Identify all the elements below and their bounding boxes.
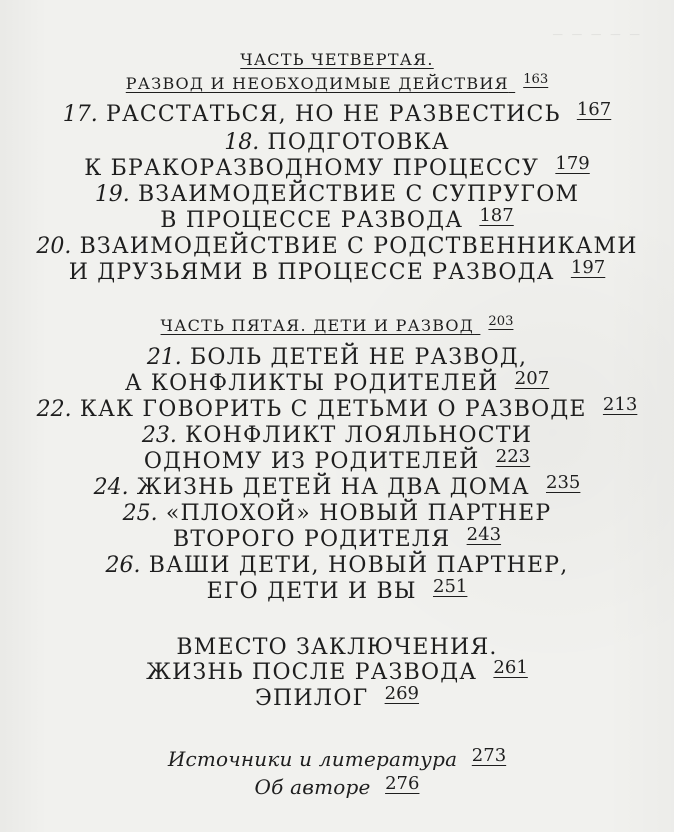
- page-number: 276: [385, 773, 420, 794]
- page-number: 163: [523, 72, 549, 87]
- chapter-18-line-two: К БРАКОРАЗВОДНОМУ ПРОЦЕССУ 179: [84, 153, 590, 181]
- chapter-19-line-two: В ПРОЦЕССЕ РАЗВОДА 187: [160, 205, 514, 233]
- page-number: 261: [493, 657, 528, 678]
- chapter-25-line-one: 25. «ПЛОХОЙ» НОВЫЙ ПАРТНЕР: [122, 501, 552, 526]
- chapter-26-line-two: ЕГО ДЕТИ И ВЫ 251: [206, 576, 468, 604]
- page-number: 223: [495, 446, 531, 467]
- page-number: 235: [545, 472, 581, 493]
- chapter-17: 17. РАССТАТЬСЯ, НО НЕ РАЗВЕСТИСЬ 167: [62, 99, 612, 127]
- page-number: 179: [555, 153, 590, 174]
- page-number: 187: [479, 205, 514, 226]
- chapter-22: 22. КАК ГОВОРИТЬ С ДЕТЬМИ О РАЗВОДЕ 213: [36, 394, 638, 422]
- page-number: 207: [514, 368, 550, 389]
- page-number: 203: [488, 314, 514, 329]
- page-number: 243: [466, 524, 502, 545]
- chapter-25-line-two: ВТОРОГО РОДИТЕЛЯ 243: [172, 524, 502, 552]
- faint-show-through-text: — — — — —: [551, 24, 642, 43]
- page-number: 197: [570, 257, 606, 278]
- chapter-21-line-one: 21. БОЛЬ ДЕТЕЙ НЕ РАЗВОД,: [146, 345, 528, 370]
- page-number: 269: [384, 683, 420, 704]
- page-number: 213: [602, 394, 638, 415]
- closing-line-two: ЖИЗНЬ ПОСЛЕ РАЗВОДА 261: [146, 657, 528, 685]
- chapter-19-line-one: 19. ВЗАИМОДЕЙСТВИЕ С СУПРУГОМ: [94, 182, 580, 207]
- sources-line: Источники и литература 273: [167, 745, 507, 771]
- chapter-18-line-one: 18. ПОДГОТОВКА: [224, 130, 450, 155]
- page-number: 251: [432, 576, 468, 597]
- epilogue-line: ЭПИЛОГ 269: [254, 683, 420, 711]
- section-five-title: ЧАСТЬ ПЯТАЯ. ДЕТИ И РАЗВОД 203: [160, 314, 514, 335]
- chapter-21-line-two: А КОНФЛИКТЫ РОДИТЕЛЕЙ 207: [124, 368, 550, 396]
- chapter-20-line-one: 20. ВЗАИМОДЕЙСТВИЕ С РОДСТВЕННИКАМИ: [36, 234, 638, 259]
- chapter-23-line-one: 23. КОНФЛИКТ ЛОЯЛЬНОСТИ: [141, 423, 533, 448]
- section-four-title: ЧАСТЬ ЧЕТВЕРТАЯ.: [240, 50, 434, 69]
- chapter-23-line-two: ОДНОМУ ИЗ РОДИТЕЛЕЙ 223: [143, 446, 531, 474]
- chapter-24: 24. ЖИЗНЬ ДЕТЕЙ НА ДВА ДОМА 235: [93, 472, 581, 500]
- chapter-26-line-one: 26. ВАШИ ДЕТИ, НОВЫЙ ПАРТНЕР,: [105, 553, 569, 578]
- chapter-20-line-two: И ДРУЗЬЯМИ В ПРОЦЕССЕ РАЗВОДА 197: [68, 257, 606, 285]
- closing-line-one: ВМЕСТО ЗАКЛЮЧЕНИЯ.: [176, 635, 498, 660]
- page-number: 167: [576, 99, 612, 120]
- page-number: 273: [471, 745, 507, 766]
- section-four-subtitle: РАЗВОД И НЕОБХОДИМЫЕ ДЕЙСТВИЯ 163: [125, 72, 549, 93]
- about-author-line: Об авторе 276: [254, 773, 420, 799]
